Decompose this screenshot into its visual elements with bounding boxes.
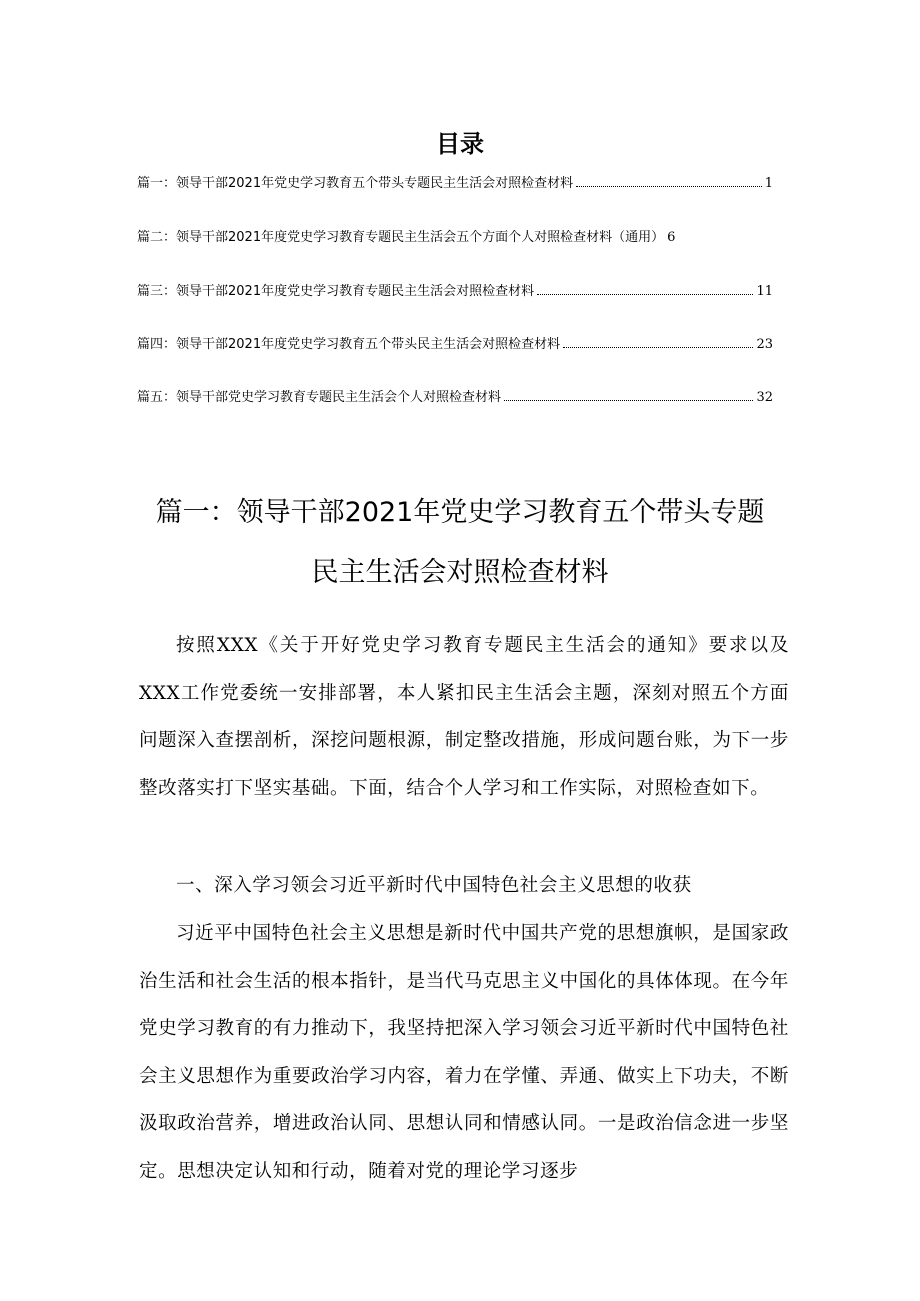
toc-entry-1[interactable]	[137, 174, 773, 194]
toc-entry-text: 篇二：领导干部2021年度党史学习教育专题民主生活会五个方面个人对照检查材料（通用）	[137, 230, 665, 245]
toc-entry-text: 篇五：领导干部党史学习教育专题民主生活会个人对照检查材料	[137, 390, 502, 405]
toc-page-number: 23	[756, 337, 773, 352]
paragraph-intro: 按照XXX《关于开好党史学习教育专题民主生活会的通知》要求以及XXX工作党委统一安排部署，本人紧扣民主生活会主题，深刻对照五个方面问题深入查摆剖析，深挖问题根源，制定整改措施，形成问题台账，为下一步整改落实打下坚实基础。下面，结合个人学习和工作实际，对照检查如下。	[139, 635, 789, 799]
article-title-line-2: 民主生活会对照检查材料	[311, 557, 609, 588]
toc-entry-2[interactable]	[137, 228, 773, 248]
toc-title: 目录	[436, 130, 484, 158]
toc-entry-text: 篇四：领导干部2021年度党史学习教育五个带头民主生活会对照检查材料	[137, 337, 561, 352]
toc-dot-leader	[504, 390, 753, 401]
toc-entry-text: 篇三：领导干部2021年度党史学习教育专题民主生活会对照检查材料	[137, 284, 535, 299]
toc-page-number: 11	[756, 284, 773, 299]
toc-entry-4[interactable]	[137, 335, 773, 355]
toc-entry-5[interactable]	[137, 388, 773, 408]
toc-dot-leader	[563, 337, 753, 348]
toc-dot-leader	[576, 176, 762, 187]
section-heading-1: 一、深入学习领会习近平新时代中国特色社会主义思想的收获	[176, 875, 692, 896]
article-title-line-1: 篇一：领导干部2021年党史学习教育五个带头专题	[155, 497, 765, 528]
toc-entry-text: 篇一：领导干部2021年党史学习教育五个带头专题民主生活会对照检查材料	[137, 176, 574, 191]
toc-page-number: 6	[667, 230, 676, 245]
toc-page-number: 1	[764, 176, 773, 191]
paragraph-body-1: 习近平中国特色社会主义思想是新时代中国共产党的思想旗帜，是国家政治生活和社会生活的根本指针，是当代马克思主义中国化的具体体现。在今年党史学习教育的有力推动下，我坚持把深入学习领会习近平新时代中国特色社会主义思想作为重要政治学习内容，着力在学懂、弄通、做实上下功夫，不断汲取政治营养，增进政治认同、思想认同和情感认同。一是政治信念进一步坚定。思想决定认知和行动，随着对党的理论学习逐步	[139, 923, 789, 1182]
toc-dot-leader	[537, 284, 753, 295]
toc-entry-3[interactable]	[137, 282, 773, 302]
toc-page-number: 32	[756, 390, 773, 405]
